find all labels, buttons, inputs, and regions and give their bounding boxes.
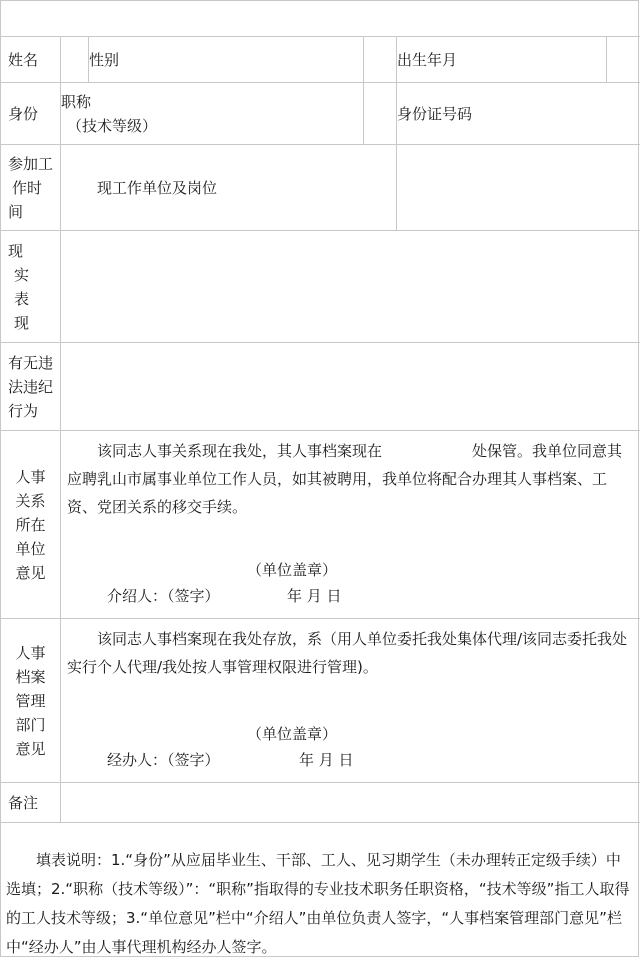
relation-text-after: 处保管。我单位同意其应聘乳山市属事业单位工作人员，如其被聘用，我单位将配合办理其人事档案、工资、党团关系的移交手续。 — [67, 442, 622, 516]
performance-value-cell[interactable] — [61, 231, 640, 343]
row-identity — [1, 83, 640, 145]
title-label-line1: 职称 — [61, 90, 363, 114]
archive-dept-line: 档案 — [1, 665, 60, 689]
violation-line: 法违纪 — [8, 375, 60, 399]
gender-value-cell[interactable] — [364, 37, 397, 83]
row-work — [1, 145, 640, 231]
relation-text-before: 该同志人事关系现在我处，其人事档案现在 — [97, 442, 382, 460]
archive-dept-line: 部门 — [1, 713, 60, 737]
work-start-line: 间 — [8, 200, 60, 224]
performance-line: 现 — [8, 311, 60, 335]
performance-line: 实 — [8, 263, 60, 287]
gender-label: 性别 — [89, 37, 364, 83]
birth-label: 出生年月 — [397, 37, 607, 83]
name-label: 姓名 — [1, 37, 61, 83]
archive-dept-line: 意见 — [1, 737, 60, 761]
row-remarks — [1, 783, 640, 823]
remarks-label: 备注 — [1, 783, 61, 823]
relation-unit-line: 人事 — [1, 465, 60, 489]
remarks-value-cell[interactable] — [61, 783, 640, 823]
work-start-label — [1, 145, 61, 231]
violation-line: 行为 — [8, 399, 60, 423]
id-number-label: 身份证号码 — [397, 83, 640, 145]
archive-dept-signer: 经办人：（签字） — [107, 749, 220, 770]
performance-line: 表 — [8, 287, 60, 311]
current-unit-label: 现工作单位及岗位 — [61, 177, 396, 198]
row-name — [1, 37, 640, 83]
relation-unit-line: 意见 — [1, 561, 60, 585]
violation-value-cell[interactable] — [61, 343, 640, 431]
archive-dept-opinion-cell[interactable] — [61, 619, 640, 783]
row-relation-unit — [1, 431, 640, 619]
work-start-line: 作时 — [8, 176, 60, 200]
work-start-line: 参加工 — [8, 152, 60, 176]
title-label — [61, 83, 364, 145]
violation-line: 有无违 — [8, 351, 60, 375]
name-value-cell[interactable] — [61, 37, 89, 83]
archive-dept-label — [1, 619, 61, 783]
archive-dept-seal: （单位盖章） — [247, 723, 337, 744]
row-violation — [1, 343, 640, 431]
title-label-line2: （技术等级） — [61, 114, 363, 138]
relation-unit-opinion-cell[interactable] — [61, 431, 640, 619]
performance-label — [1, 231, 61, 343]
row-performance — [1, 231, 640, 343]
violation-label — [1, 343, 61, 431]
form-instructions: 填表说明：1.“身份”从应届毕业生、干部、工人、见习期学生（未办理转正定级手续）中选填；2.“职称（技术等级）”：“职称”指取得的专业技术职务任职资格，“技术等级”指工人取得的工人技术等级；3.“单位意见”栏中“介绍人”由单位负责人签字，“人事档案管理部门意见”栏中“经办人”由人事代理机构经办人签字。 — [6, 846, 632, 962]
relation-unit-signer: 介绍人：（签字） — [107, 585, 220, 606]
archive-dept-line: 管理 — [1, 689, 60, 713]
archive-dept-opinion-text: 该同志人事档案现在我处存放，系（用人单位委托我处集体代理/该同志委托我处实行个人代理/我处按人事管理权限进行管理)。 — [61, 619, 640, 681]
row-archive-dept — [1, 619, 640, 783]
registration-form-table — [0, 36, 640, 823]
identity-label: 身份 — [1, 83, 61, 145]
birth-value-cell[interactable] — [607, 37, 640, 83]
relation-unit-line: 单位 — [1, 537, 60, 561]
relation-unit-seal: （单位盖章） — [247, 559, 337, 580]
performance-line: 现 — [8, 239, 60, 263]
relation-unit-line: 关系 — [1, 489, 60, 513]
relation-unit-label — [1, 431, 61, 619]
relation-unit-opinion-text — [61, 431, 640, 521]
current-unit-label-cell — [61, 145, 397, 231]
current-unit-value-cell[interactable] — [397, 145, 640, 231]
relation-unit-date: 年 月 日 — [287, 585, 342, 606]
title-value-cell[interactable] — [364, 83, 397, 145]
relation-unit-line: 所在 — [1, 513, 60, 537]
archive-dept-line: 人事 — [1, 641, 60, 665]
archive-dept-date: 年 月 日 — [299, 749, 354, 770]
